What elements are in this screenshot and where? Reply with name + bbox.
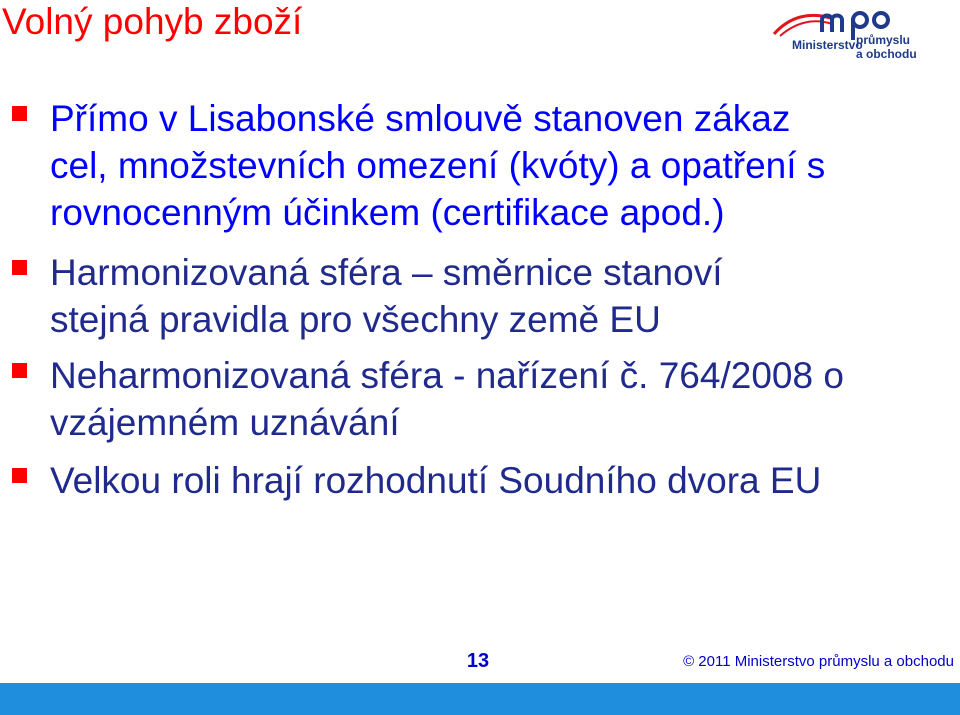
bullet-item	[0, 249, 960, 343]
logo-text-ministerstvo: Ministerstvo	[792, 38, 863, 52]
page-number: 13	[466, 650, 490, 672]
logo-text-prumyslu: průmyslu	[856, 33, 911, 47]
bullet-item	[0, 457, 960, 504]
bullet-text: Přímo v Lisabonské smlouvě stanoven zákaz cel, množstevních omezení (kvóty) a opatření s rovnocenným účinkem (certifikace apod.)	[50, 98, 826, 233]
bullet-text: Velkou roli hrají rozhodnutí Soudního dvora EU	[50, 460, 822, 501]
footer-bar	[0, 683, 960, 715]
slide-title: Volný pohyb zboží	[2, 1, 303, 42]
mpo-logo	[770, 6, 920, 68]
bullet-item	[0, 352, 960, 446]
logo-text-a-obchodu: a obchodu	[856, 47, 917, 61]
bullet-text: Harmonizovaná sféra – směrnice stanoví stejná pravidla pro všechny země EU	[50, 252, 723, 340]
bullet-square-icon	[12, 106, 27, 121]
bullet-square-icon	[12, 468, 27, 483]
bullet-item	[0, 95, 960, 236]
bullet-text: Neharmonizovaná sféra - nařízení č. 764/2008 o vzájemném uznávání	[50, 355, 844, 443]
bullet-list	[0, 95, 960, 504]
bullet-square-icon	[12, 260, 27, 275]
copyright-notice: © 2011 Ministerstvo průmyslu a obchodu	[683, 653, 954, 670]
bullet-square-icon	[12, 363, 27, 378]
